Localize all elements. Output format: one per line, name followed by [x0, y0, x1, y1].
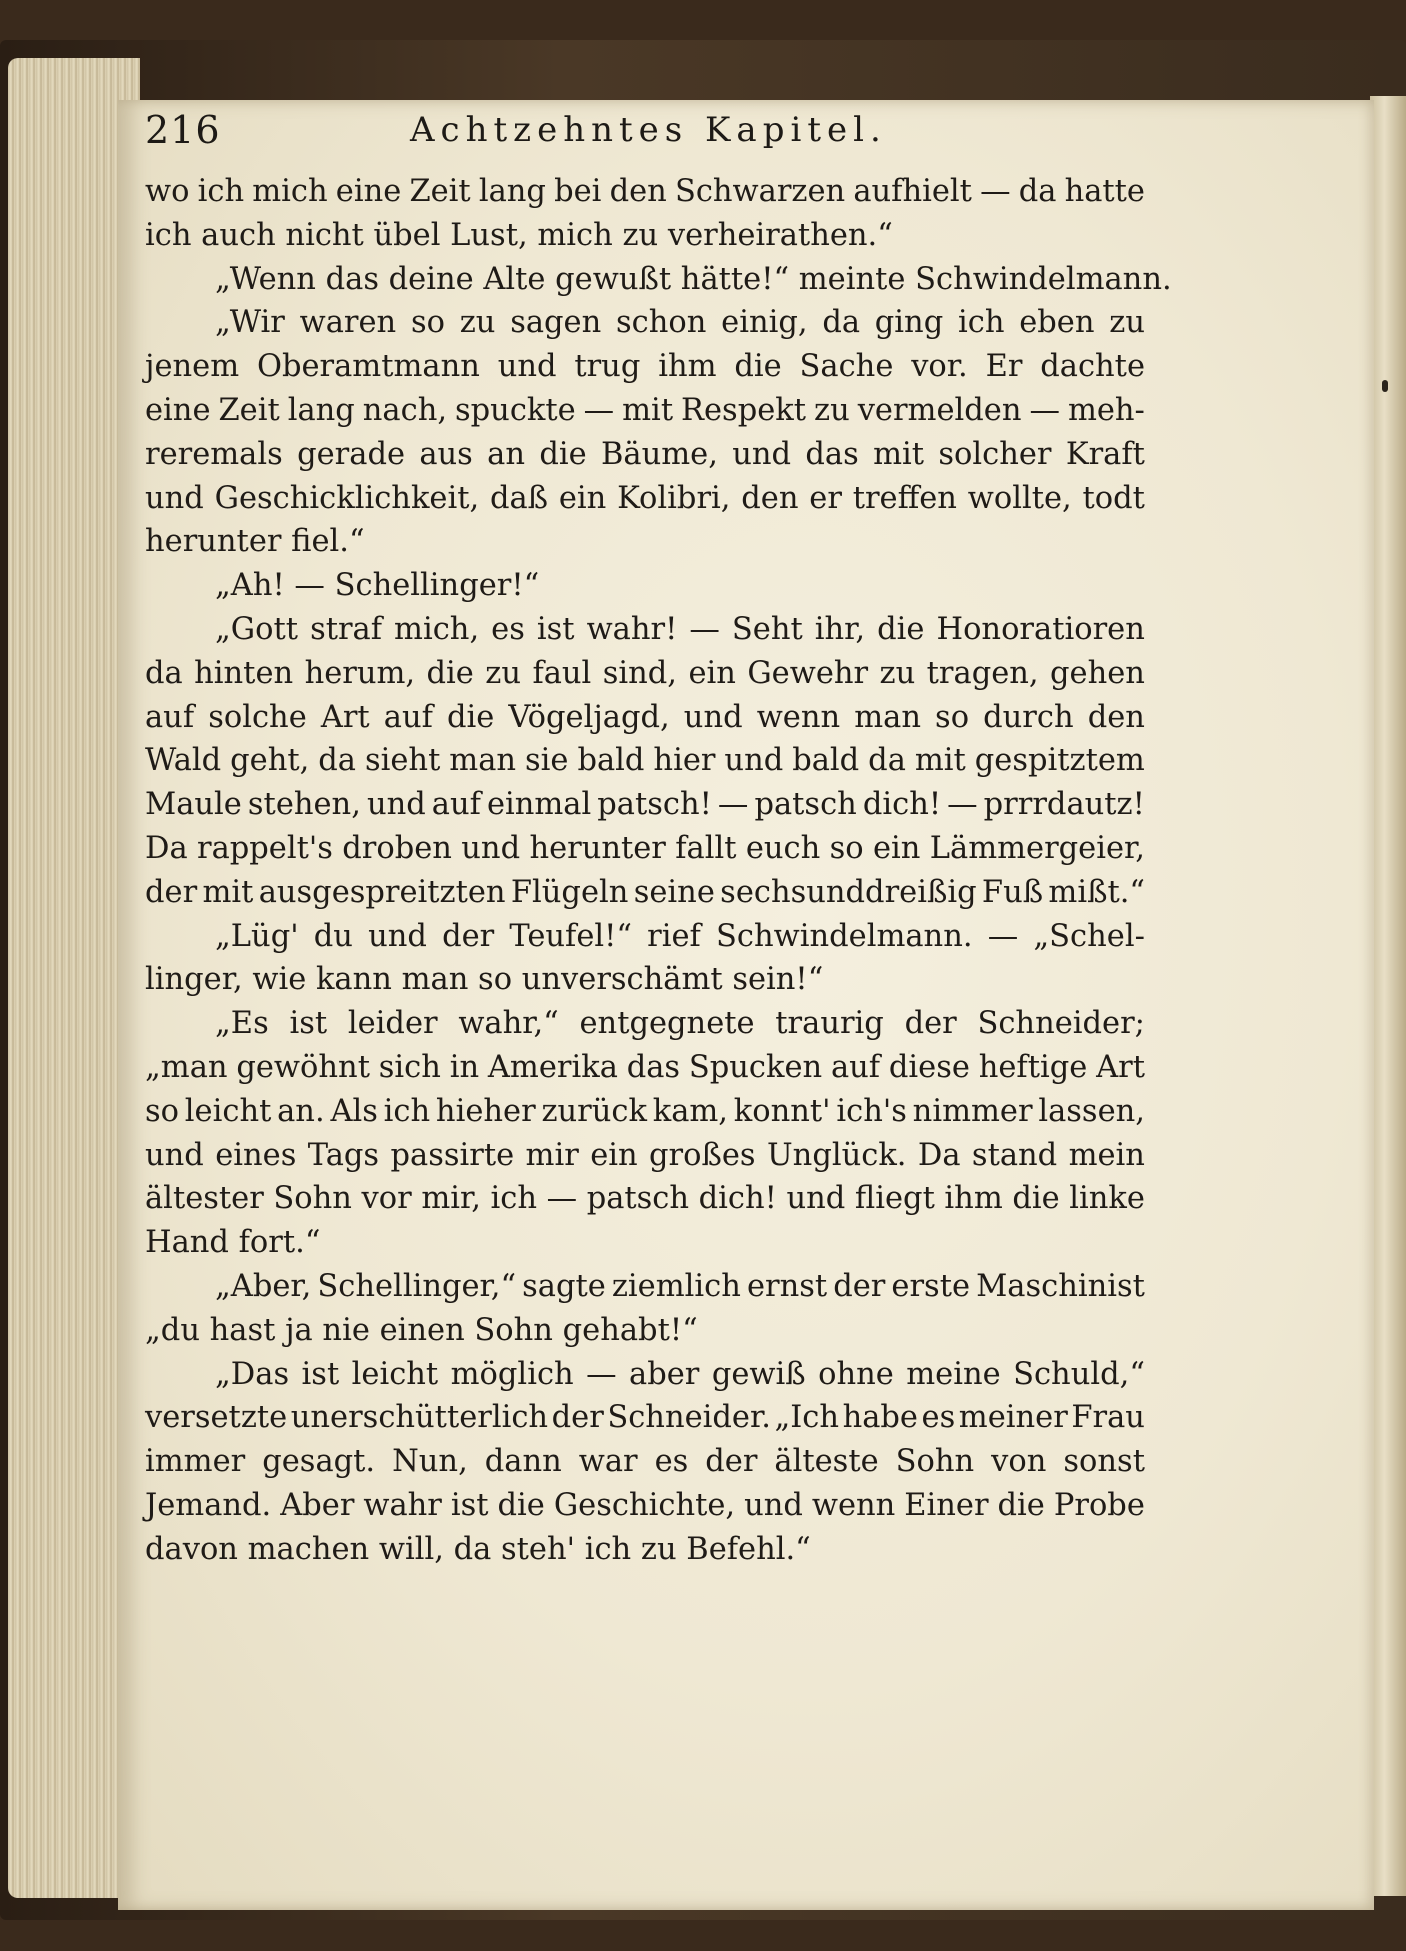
- text-line: wo ich mich eine Zeit lang bei den Schwarzen aufhielt — da hatte: [145, 174, 1145, 209]
- text-line: „Gott straf mich, es ist wahr! — Seht ihr, die Honoratioren: [215, 611, 1145, 647]
- text-line: versetzte unerschütterlich der Schneider. „Ich habe es meiner Frau: [145, 1400, 1145, 1436]
- text-line: herunter fiel.“: [145, 524, 365, 560]
- text-line: ich auch nicht übel Lust, mich zu verheirathen.“: [145, 217, 893, 253]
- right-page-edges: [1370, 96, 1406, 1896]
- text-line: Jemand. Aber wahr ist die Geschichte, und wenn Einer die Probe: [145, 1487, 1145, 1523]
- page-header: [145, 108, 1145, 168]
- text-line: reremals gerade aus an die Bäume, und das mit solcher Kraft: [145, 436, 1145, 472]
- text-line: eine Zeit lang nach, spuckte — mit Respekt zu vermelden — meh-: [145, 392, 1145, 428]
- text-line: Hand fort.“: [145, 1225, 321, 1261]
- text-line: „Lüg' du und der Teufel!“ rief Schwindelmann. — „Schel-: [215, 918, 1145, 954]
- running-head: Achtzehntes Kapitel.: [410, 110, 887, 150]
- text-line: so leicht an. Als ich hieher zurück kam, konnt' ich's nimmer lassen,: [145, 1093, 1145, 1129]
- text-line: ältester Sohn vor mir, ich — patsch dich! und fliegt ihm die linke: [145, 1181, 1145, 1217]
- text-line: „Wenn das deine Alte gewußt hätte!“ meinte Schwindelmann.: [215, 261, 1172, 297]
- body-text: [145, 170, 1172, 1572]
- text-line: linger, wie kann man so unverschämt sein!“: [145, 962, 824, 998]
- text-line: jenem Oberamtmann und trug ihm die Sache vor. Er dachte: [145, 349, 1145, 385]
- page-number: 216: [145, 108, 221, 152]
- text-line: Wald geht, da sieht man sie bald hier und bald da mit gespitztem: [145, 743, 1145, 779]
- text-line: immer gesagt. Nun, dann war es der älteste Sohn von sonst: [145, 1444, 1145, 1480]
- text-line: „Das ist leicht möglich — aber gewiß ohne meine Schuld,“: [215, 1356, 1145, 1392]
- page-speck: [1382, 380, 1388, 392]
- text-line: und eines Tags passirte mir ein großes Unglück. Da stand mein: [145, 1137, 1145, 1173]
- text-line: da hinten herum, die zu faul sind, ein Gewehr zu tragen, gehen: [145, 655, 1145, 691]
- text-line: Maule stehen, und auf einmal patsch! — patsch dich! — prrrdautz!: [145, 787, 1145, 823]
- text-line: der mit ausgespreitzten Flügeln seine sechsunddreißig Fuß mißt.“: [145, 874, 1145, 910]
- text-line: Da rappelt's droben und herunter fallt euch so ein Lämmergeier,: [145, 830, 1145, 866]
- text-line: „man gewöhnt sich in Amerika das Spucken auf diese heftige Art: [145, 1049, 1145, 1085]
- text-line: davon machen will, da steh' ich zu Befehl.“: [145, 1531, 811, 1567]
- text-line: auf solche Art auf die Vögeljagd, und wenn man so durch den: [145, 699, 1145, 735]
- text-line: „Wir waren so zu sagen schon einig, da ging ich eben zu: [215, 305, 1145, 341]
- text-line: „du hast ja nie einen Sohn gehabt!“: [145, 1312, 698, 1348]
- text-line: und Geschicklichkeit, daß ein Kolibri, den er treffen wollte, todt: [145, 480, 1145, 516]
- text-line: „Aber, Schellinger,“ sagte ziemlich ernst der erste Maschinist: [215, 1268, 1145, 1304]
- text-line: „Ah! — Schellinger!“: [215, 568, 540, 604]
- text-line: „Es ist leider wahr,“ entgegnete traurig der Schneider;: [215, 1006, 1145, 1042]
